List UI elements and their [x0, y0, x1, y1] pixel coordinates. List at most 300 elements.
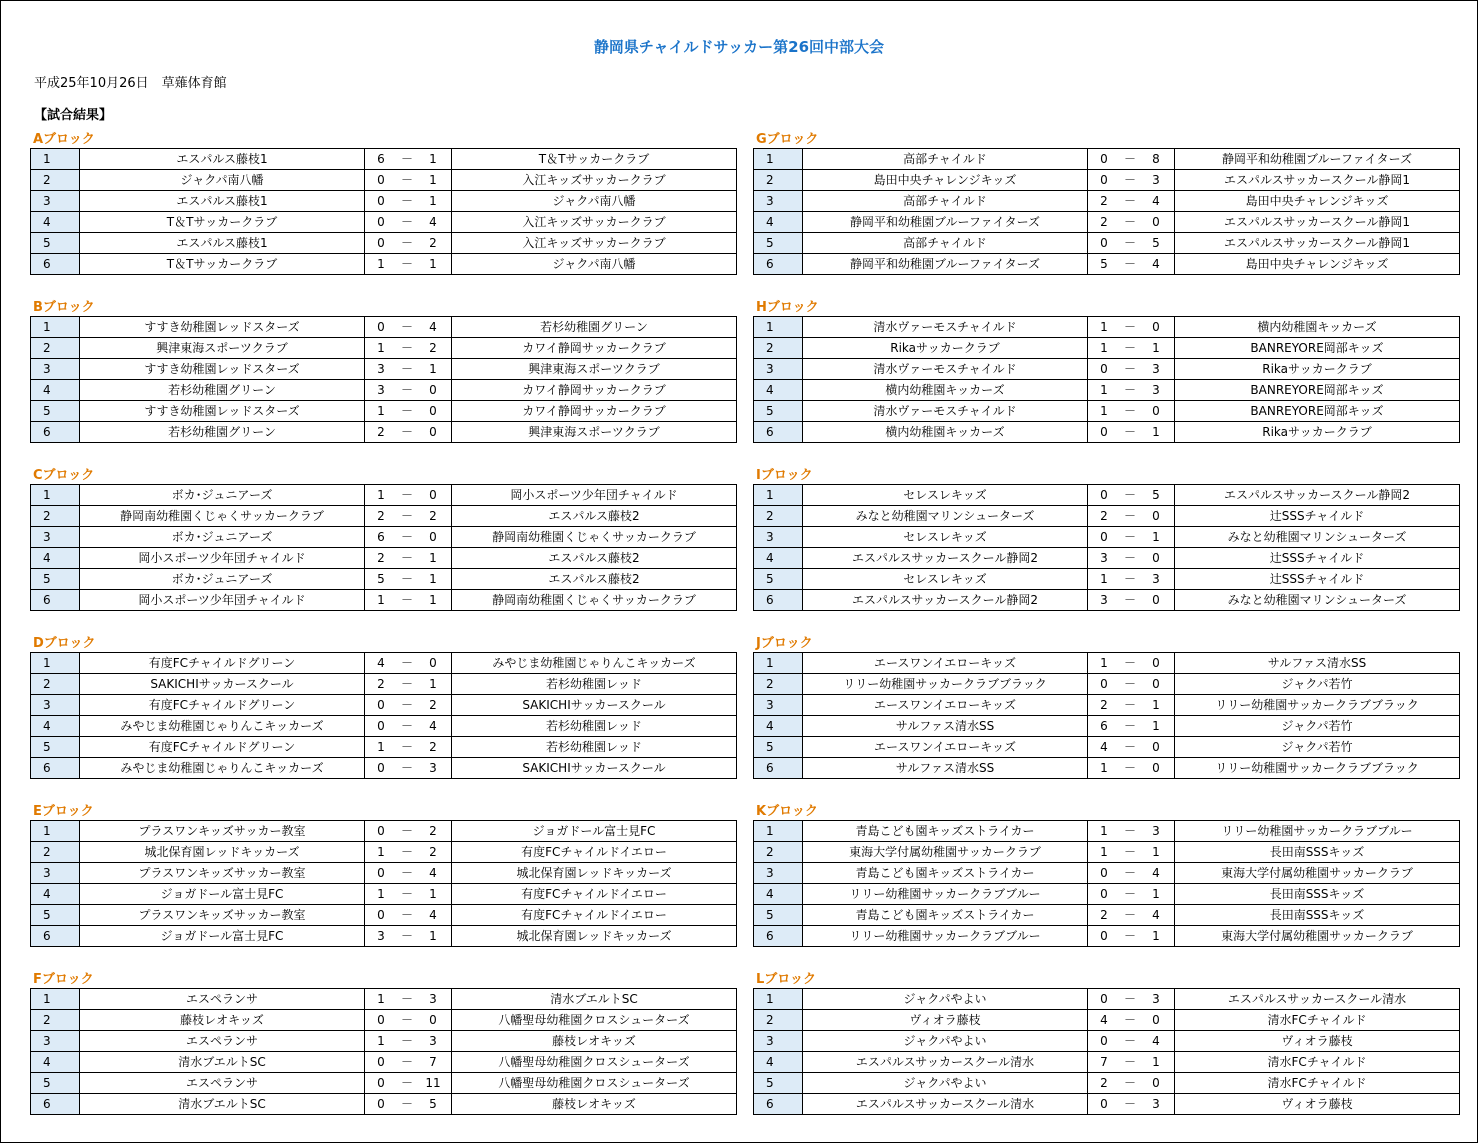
table-row: [31, 149, 737, 170]
table-row: [31, 989, 737, 1010]
match-number: 6: [754, 254, 803, 275]
score-dash: －: [1123, 572, 1136, 586]
match-number: 2: [754, 842, 803, 863]
home-team: エスパルスサッカースクール清水: [803, 1052, 1088, 1073]
score-dash: －: [400, 572, 413, 586]
home-score: 0: [1100, 236, 1108, 250]
home-team: 清水ヴァーモスチャイルド: [803, 401, 1088, 422]
score-cell: [1088, 737, 1175, 758]
score-cell: [1088, 359, 1175, 380]
score-cell: [1088, 590, 1175, 611]
table-row: [31, 212, 737, 233]
table-row: [754, 989, 1460, 1010]
home-team: 静岡南幼稚園くじゃくサッカークラブ: [80, 506, 365, 527]
away-team: みやじま幼稚園じゃりんこキッカーズ: [452, 653, 737, 674]
home-score: 1: [377, 887, 385, 901]
match-number: 6: [754, 926, 803, 947]
score-cell: [1088, 842, 1175, 863]
match-number: 2: [754, 338, 803, 359]
score-cell: [1088, 212, 1175, 233]
block-label: Hブロック: [756, 300, 819, 315]
match-number: 3: [754, 863, 803, 884]
home-score: 3: [377, 362, 385, 376]
match-number: 5: [31, 905, 80, 926]
match-number: 2: [31, 842, 80, 863]
score-dash: －: [400, 215, 413, 229]
away-team: 八幡聖母幼稚園クロスシューターズ: [452, 1052, 737, 1073]
home-team: 高部チャイルド: [803, 191, 1088, 212]
home-team: ジャクパやよい: [803, 1031, 1088, 1052]
away-score: 2: [429, 824, 437, 838]
away-score: 1: [429, 887, 437, 901]
match-number: 4: [754, 1052, 803, 1073]
home-team: リリー幼稚園サッカークラブブルー: [803, 884, 1088, 905]
score-cell: [1088, 926, 1175, 947]
table-row: [31, 338, 737, 359]
away-team: 辻SSSチャイルド: [1175, 548, 1460, 569]
away-team: エスパルスサッカースクール静岡1: [1175, 170, 1460, 191]
score-dash: －: [1123, 1034, 1136, 1048]
home-score: 0: [377, 1097, 385, 1111]
home-score: 1: [377, 593, 385, 607]
home-team: ボカ･ジュニアーズ: [80, 485, 365, 506]
block-label: Jブロック: [756, 636, 813, 651]
table-row: [31, 842, 737, 863]
home-team: 有度FCチャイルドグリーン: [80, 737, 365, 758]
table-row: [31, 674, 737, 695]
match-number: 4: [754, 212, 803, 233]
block-label: Fブロック: [33, 972, 94, 987]
away-team: カワイ静岡サッカークラブ: [452, 401, 737, 422]
home-team: みやじま幼稚園じゃりんこキッカーズ: [80, 716, 365, 737]
home-score: 1: [1100, 824, 1108, 838]
away-score: 4: [1152, 908, 1160, 922]
away-score: 3: [1152, 572, 1160, 586]
score-dash: －: [400, 383, 413, 397]
away-team: SAKICHIサッカースクール: [452, 758, 737, 779]
home-team: 岡小スポーツ少年団チャイルド: [80, 590, 365, 611]
away-team: 辻SSSチャイルド: [1175, 506, 1460, 527]
home-team: SAKICHIサッカースクール: [80, 674, 365, 695]
match-number: 5: [31, 737, 80, 758]
away-team: みなと幼稚園マリンシューターズ: [1175, 527, 1460, 548]
score-cell: [1088, 1031, 1175, 1052]
home-score: 1: [1100, 341, 1108, 355]
home-score: 0: [1100, 1097, 1108, 1111]
score-dash: －: [1123, 425, 1136, 439]
away-score: 0: [429, 383, 437, 397]
table-row: [754, 485, 1460, 506]
home-score: 0: [377, 236, 385, 250]
home-score: 0: [1100, 425, 1108, 439]
match-table: [30, 316, 737, 443]
home-score: 2: [1100, 1076, 1108, 1090]
match-table: [30, 820, 737, 947]
home-team: ジョガドール富士見FC: [80, 926, 365, 947]
away-team: エスパルスサッカースクール静岡1: [1175, 212, 1460, 233]
score-cell: [365, 359, 452, 380]
away-team: Rikaサッカークラブ: [1175, 359, 1460, 380]
home-score: 1: [377, 341, 385, 355]
away-team: 若杉幼稚園グリーン: [452, 317, 737, 338]
away-team: エスパルスサッカースクール静岡2: [1175, 485, 1460, 506]
away-team: 清水FCチャイルド: [1175, 1073, 1460, 1094]
match-number: 3: [31, 191, 80, 212]
match-table: [30, 988, 737, 1115]
table-row: [754, 548, 1460, 569]
match-number: 2: [31, 170, 80, 191]
score-cell: [365, 758, 452, 779]
score-dash: －: [1123, 404, 1136, 418]
home-team: エスパルスサッカースクール静岡2: [803, 548, 1088, 569]
match-table: [30, 652, 737, 779]
away-score: 0: [1152, 551, 1160, 565]
home-score: 1: [377, 845, 385, 859]
home-score: 1: [377, 740, 385, 754]
score-dash: －: [1123, 215, 1136, 229]
away-score: 5: [1152, 488, 1160, 502]
table-row: [31, 233, 737, 254]
match-number: 5: [754, 1073, 803, 1094]
away-team: T＆Tサッカークラブ: [452, 149, 737, 170]
away-team: リリー幼稚園サッカークラブブラック: [1175, 758, 1460, 779]
table-row: [754, 1052, 1460, 1073]
table-row: [31, 716, 737, 737]
match-number: 5: [754, 233, 803, 254]
match-table: [30, 484, 737, 611]
table-row: [754, 527, 1460, 548]
score-dash: －: [1123, 173, 1136, 187]
table-row: [754, 1073, 1460, 1094]
home-team: 東海大学付属幼稚園サッカークラブ: [803, 842, 1088, 863]
score-cell: [365, 548, 452, 569]
match-number: 1: [31, 989, 80, 1010]
score-dash: －: [400, 656, 413, 670]
table-row: [31, 485, 737, 506]
home-score: 3: [1100, 593, 1108, 607]
table-row: [31, 1010, 737, 1031]
home-score: 2: [377, 425, 385, 439]
date-venue: 平成25年10月26日 草薙体育館: [34, 76, 227, 91]
score-cell: [365, 674, 452, 695]
away-team: みなと幼稚園マリンシューターズ: [1175, 590, 1460, 611]
home-team: エスパルス藤枝1: [80, 233, 365, 254]
score-dash: －: [1123, 488, 1136, 502]
away-team: 興津東海スポーツクラブ: [452, 422, 737, 443]
score-cell: [1088, 485, 1175, 506]
home-team: エスパルスサッカースクール静岡2: [803, 590, 1088, 611]
score-dash: －: [1123, 677, 1136, 691]
score-dash: －: [400, 341, 413, 355]
home-score: 1: [377, 1034, 385, 1048]
score-dash: －: [400, 488, 413, 502]
away-team: 静岡南幼稚園くじゃくサッカークラブ: [452, 527, 737, 548]
match-number: 6: [31, 926, 80, 947]
score-cell: [1088, 548, 1175, 569]
home-team: セレスレキッズ: [803, 485, 1088, 506]
match-number: 5: [754, 737, 803, 758]
home-team: すすき幼稚園レッドスターズ: [80, 317, 365, 338]
home-score: 0: [377, 824, 385, 838]
home-score: 1: [1100, 572, 1108, 586]
match-number: 3: [754, 191, 803, 212]
away-team: BANREYORE岡部キッズ: [1175, 401, 1460, 422]
home-score: 2: [1100, 215, 1108, 229]
away-score: 0: [1152, 320, 1160, 334]
table-row: [31, 254, 737, 275]
score-cell: [365, 380, 452, 401]
away-score: 1: [1152, 341, 1160, 355]
table-row: [31, 758, 737, 779]
match-number: 4: [31, 380, 80, 401]
score-cell: [365, 1073, 452, 1094]
score-cell: [1088, 1094, 1175, 1115]
table-row: [754, 254, 1460, 275]
match-number: 4: [31, 1052, 80, 1073]
score-cell: [365, 1052, 452, 1073]
score-cell: [365, 401, 452, 422]
score-cell: [365, 422, 452, 443]
score-dash: －: [1123, 866, 1136, 880]
home-score: 3: [377, 383, 385, 397]
score-dash: －: [1123, 656, 1136, 670]
away-score: 4: [429, 866, 437, 880]
match-number: 1: [31, 821, 80, 842]
home-team: 藤枝レオキッズ: [80, 1010, 365, 1031]
match-number: 1: [754, 149, 803, 170]
table-row: [754, 1010, 1460, 1031]
away-score: 4: [429, 215, 437, 229]
match-number: 5: [754, 401, 803, 422]
home-team: 青島こども園キッズストライカー: [803, 821, 1088, 842]
score-dash: －: [1123, 887, 1136, 901]
away-score: 11: [425, 1076, 441, 1090]
block-5: [753, 464, 1448, 614]
away-team: リリー幼稚園サッカークラブブルー: [1175, 821, 1460, 842]
home-score: 5: [377, 572, 385, 586]
match-number: 3: [754, 527, 803, 548]
score-dash: －: [400, 761, 413, 775]
score-dash: －: [400, 425, 413, 439]
home-team: サルファス清水SS: [803, 758, 1088, 779]
home-team: セレスレキッズ: [803, 527, 1088, 548]
block-10: [30, 968, 725, 1118]
away-team: ジャクパ南八幡: [452, 191, 737, 212]
away-team: 有度FCチャイルドイエロー: [452, 884, 737, 905]
table-row: [754, 695, 1460, 716]
score-cell: [365, 821, 452, 842]
score-dash: －: [400, 173, 413, 187]
away-team: サルファス清水SS: [1175, 653, 1460, 674]
match-number: 5: [754, 569, 803, 590]
score-dash: －: [400, 362, 413, 376]
match-number: 3: [31, 1031, 80, 1052]
away-score: 3: [1152, 1097, 1160, 1111]
table-row: [31, 191, 737, 212]
score-cell: [1088, 1073, 1175, 1094]
away-score: 8: [1152, 152, 1160, 166]
score-dash: －: [400, 194, 413, 208]
score-cell: [1088, 674, 1175, 695]
away-team: 藤枝レオキッズ: [452, 1094, 737, 1115]
score-cell: [365, 905, 452, 926]
home-team: 静岡平和幼稚園ブルーファイターズ: [803, 254, 1088, 275]
score-cell: [365, 527, 452, 548]
score-dash: －: [400, 593, 413, 607]
home-team: エースワンイエローキッズ: [803, 653, 1088, 674]
away-score: 4: [1152, 257, 1160, 271]
away-score: 0: [429, 656, 437, 670]
home-team: 静岡平和幼稚園ブルーファイターズ: [803, 212, 1088, 233]
away-team: ジャクパ南八幡: [452, 254, 737, 275]
away-score: 0: [1152, 740, 1160, 754]
home-score: 0: [1100, 866, 1108, 880]
away-score: 3: [429, 761, 437, 775]
score-cell: [365, 569, 452, 590]
away-score: 2: [429, 509, 437, 523]
home-score: 0: [377, 1055, 385, 1069]
table-row: [754, 380, 1460, 401]
table-row: [31, 1052, 737, 1073]
away-score: 1: [429, 572, 437, 586]
away-score: 4: [429, 320, 437, 334]
score-dash: －: [400, 698, 413, 712]
match-number: 2: [754, 674, 803, 695]
away-team: ジャクパ若竹: [1175, 674, 1460, 695]
match-number: 5: [31, 233, 80, 254]
score-dash: －: [400, 236, 413, 250]
home-score: 4: [377, 656, 385, 670]
match-number: 1: [754, 485, 803, 506]
block-label: Cブロック: [33, 468, 95, 483]
home-team: エスペランサ: [80, 989, 365, 1010]
match-number: 2: [754, 1010, 803, 1031]
home-team: 清水ヴァーモスチャイルド: [803, 317, 1088, 338]
away-score: 2: [429, 341, 437, 355]
block-1: [753, 128, 1448, 278]
table-row: [754, 1094, 1460, 1115]
home-score: 0: [1100, 152, 1108, 166]
away-score: 1: [429, 152, 437, 166]
score-cell: [1088, 758, 1175, 779]
score-cell: [365, 506, 452, 527]
block-11: [753, 968, 1448, 1118]
block-3: [753, 296, 1448, 446]
home-team: ジャクパやよい: [803, 1073, 1088, 1094]
match-table: [753, 148, 1460, 275]
score-cell: [1088, 191, 1175, 212]
match-number: 6: [31, 758, 80, 779]
home-team: すすき幼稚園レッドスターズ: [80, 359, 365, 380]
table-row: [754, 716, 1460, 737]
table-row: [754, 884, 1460, 905]
table-row: [31, 170, 737, 191]
home-team: エスペランサ: [80, 1031, 365, 1052]
away-team: エスパルスサッカースクール静岡1: [1175, 233, 1460, 254]
match-number: 4: [754, 716, 803, 737]
block-label: Dブロック: [33, 636, 96, 651]
match-number: 1: [31, 653, 80, 674]
away-score: 4: [1152, 194, 1160, 208]
match-number: 6: [754, 422, 803, 443]
score-dash: －: [1123, 530, 1136, 544]
score-dash: －: [400, 509, 413, 523]
home-team: セレスレキッズ: [803, 569, 1088, 590]
match-number: 3: [754, 1031, 803, 1052]
score-cell: [365, 989, 452, 1010]
table-row: [754, 569, 1460, 590]
away-score: 4: [1152, 1034, 1160, 1048]
home-score: 0: [377, 719, 385, 733]
table-row: [31, 380, 737, 401]
score-dash: －: [400, 887, 413, 901]
score-cell: [1088, 905, 1175, 926]
away-team: 静岡南幼稚園くじゃくサッカークラブ: [452, 590, 737, 611]
score-dash: －: [1123, 593, 1136, 607]
score-cell: [1088, 422, 1175, 443]
block-4: [30, 464, 725, 614]
away-team: ジャクパ若竹: [1175, 716, 1460, 737]
table-row: [754, 233, 1460, 254]
away-score: 4: [429, 719, 437, 733]
match-number: 1: [754, 317, 803, 338]
table-row: [31, 506, 737, 527]
score-cell: [365, 737, 452, 758]
score-cell: [1088, 170, 1175, 191]
away-team: 入江キッズサッカークラブ: [452, 233, 737, 254]
score-dash: －: [1123, 194, 1136, 208]
away-team: エスパルス藤枝2: [452, 548, 737, 569]
score-dash: －: [1123, 845, 1136, 859]
score-cell: [1088, 569, 1175, 590]
match-number: 2: [31, 1010, 80, 1031]
home-score: 2: [377, 509, 385, 523]
score-cell: [1088, 716, 1175, 737]
score-dash: －: [400, 1055, 413, 1069]
score-cell: [1088, 380, 1175, 401]
away-score: 1: [1152, 719, 1160, 733]
home-score: 6: [377, 152, 385, 166]
away-score: 0: [1152, 656, 1160, 670]
home-score: 0: [1100, 1034, 1108, 1048]
table-row: [31, 1031, 737, 1052]
away-team: 入江キッズサッカークラブ: [452, 212, 737, 233]
home-score: 0: [377, 173, 385, 187]
score-cell: [1088, 401, 1175, 422]
match-number: 3: [31, 695, 80, 716]
away-score: 3: [1152, 173, 1160, 187]
home-team: プラスワンキッズサッカー教室: [80, 863, 365, 884]
home-team: 興津東海スポーツクラブ: [80, 338, 365, 359]
home-team: リリー幼稚園サッカークラブブルー: [803, 926, 1088, 947]
block-label: Lブロック: [756, 972, 817, 987]
away-team: BANREYORE岡部キッズ: [1175, 380, 1460, 401]
score-dash: －: [400, 551, 413, 565]
score-dash: －: [1123, 152, 1136, 166]
home-score: 0: [377, 866, 385, 880]
table-row: [31, 1094, 737, 1115]
home-team: 若杉幼稚園グリーン: [80, 380, 365, 401]
home-team: ジャクパやよい: [803, 989, 1088, 1010]
away-score: 5: [429, 1097, 437, 1111]
score-cell: [365, 695, 452, 716]
table-row: [31, 590, 737, 611]
away-score: 1: [429, 677, 437, 691]
match-number: 6: [31, 1094, 80, 1115]
match-number: 4: [31, 212, 80, 233]
score-cell: [365, 863, 452, 884]
score-dash: －: [1123, 761, 1136, 775]
